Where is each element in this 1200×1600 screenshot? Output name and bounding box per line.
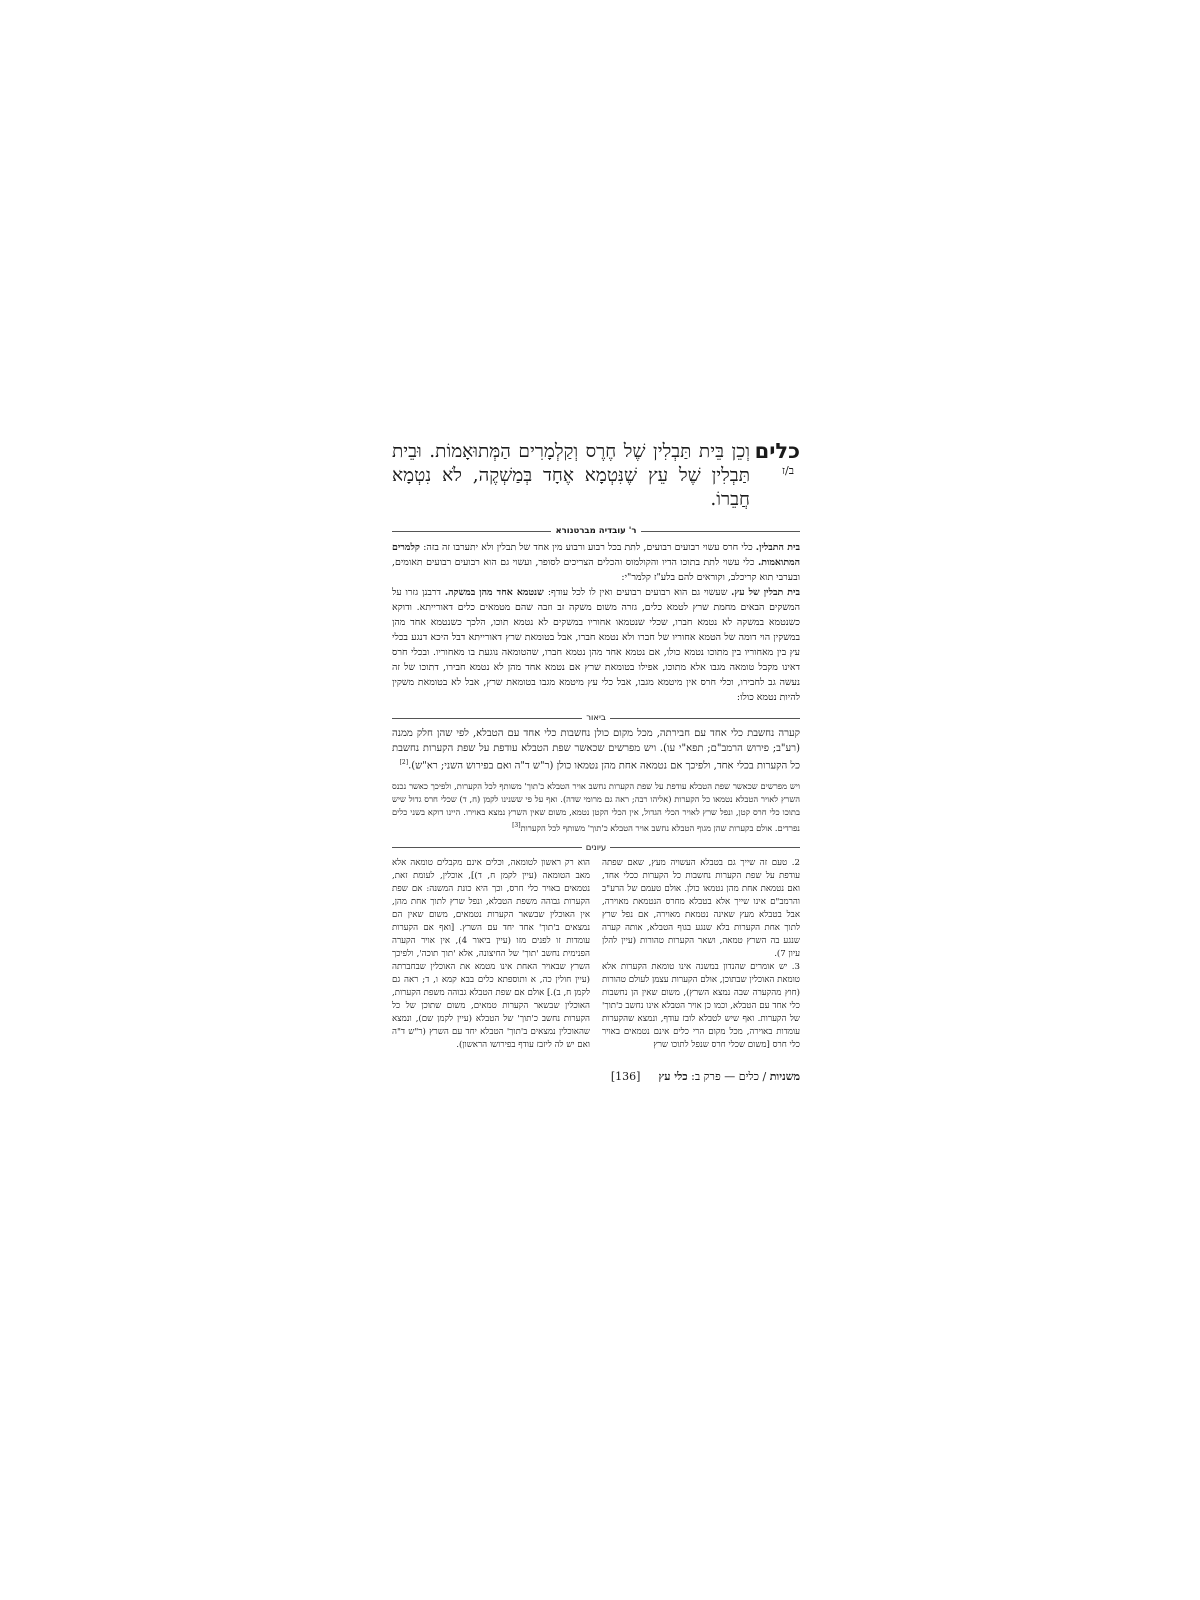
footer-title [658, 1070, 800, 1083]
iyunim-left-column [392, 857, 590, 1052]
divider [610, 847, 800, 848]
biur-header [392, 713, 800, 723]
divider [392, 847, 582, 848]
iyunim-columns [392, 857, 800, 1052]
document-page [392, 440, 800, 1083]
page-number: [136] [610, 1069, 641, 1083]
iyunim-header [392, 843, 800, 853]
bartenura-text: שעשוי גם הוא רבועים רבועים ואין לו לכל עודף: [547, 587, 732, 598]
footer-rest: כלים — פרק ב: [687, 1069, 759, 1083]
biur-note [392, 780, 800, 835]
chapter-mishnah-number: ב/ז [781, 464, 794, 477]
iyunim-label: עיונים [585, 842, 607, 853]
biur-body: קערה נחשבת כלי אחד עם חבירתה, מכל מקום כולן נחשבות כלי אחד עם הטבלא, לפי שהן חלק ממנה (רע"ב; פירוש הרמב"ם; תפא"י עו). ויש מפרשים שכאשר שפת הטבלא עודפת על שפת הקערות נחשבת כל הקערות בכלי אחד, ולפיכך אם נטמאה אחת מהן נטמאו כולן (ר"ש ד"ה ואם בפירוש השני; רא"ש). [392, 728, 800, 772]
footnote-ref: [2] [399, 759, 409, 766]
mishnah-header [392, 440, 800, 512]
biur-label: ביאור [586, 713, 606, 723]
bartenura-commentary [392, 540, 800, 705]
iyunim-right-text: 2. טעם זה שייך גם בטבלא העשויה מעץ, שאם שפתה עודפת על שפת הקערות נחשבות כל הקערות ככלי אחד, ואם נטמאת אחת מהן נטמאו כולן. אולם טעמם של הרע"ב והרמב"ם אינו שייך אלא בטבלא מחרס הנטמאת מאוירה, אבל בטבלא מעץ שאינה נטמאת מאוירה, אם נפל שרץ לתוך אחת הקערות בלא שנגע בגוף הטבלא, אותה קערה שנגע בה השרץ טמאה, ושאר הקערות טהורות (עיין להלן עיון 7). 3. יש אומרים שהנדון במשנה אינו טומאת הקערות אלא טומאת האוכלין שבתוכן, אולם הקערות עצמן לעולם טהורות (חוץ מהקערה שבה נמצא השרץ), משום שאין הן נחשבות כלי אחד עם הטבלא, וכמו כן אויר הטבלא אינו נחשב כ'תוך' של הקערות. ואף שיש לטבלא לובז עודף, ונמצא שהקערות עומדות באוירה, מכל מקום הרי כלים אינם נטמאים באויר כלי חרס [משום שכלי חרס שנפל לתוכו שרץ [602, 857, 800, 1050]
footnote-ref: [3] [512, 821, 521, 829]
iyunim-right-column [602, 857, 800, 1052]
bartenura-term: בית התבלין. [755, 542, 800, 553]
footer-sep: / [759, 1069, 770, 1083]
bartenura-text: כלי חרס עשוי רבועים רבועים, לתת בכל רבוע ורבוע מין אחד של תבלין ולא יתערבו זה בזה: [423, 542, 756, 553]
iyunim-left-text: הוא רק ראשון לטומאה, וכלים אינם מקבלים טומאה אלא מאב הטומאה (עיין לקמן ח, ד)], אוכלין, לעומת זאת, נטמאים באויר כלי חרס, וכך היא כונת המשנה: אם שפת הקערות גבוהה משפת הטבלא, ונפל שרץ לתוך אחת מהן, אין האוכלין שבשאר הקערות נטמאים, משום שאין הם נמצאים ב'תוך' אחד יחד עם השרץ. [ואף אם הקערות עומדות זו לפנים מזו (עיין ביאור 4), אין אויר הקערה הפנימית נחשב 'תוך' של החיצונה, אלא 'תוך תוכה', ולפיכך השרץ שבאויר האחת אינו מטמא את האוכלין שבחברתה (עיין חולין כה, א ותוספתא כלים בבא קמא ו, ד; ראה גם לקמן ח, ב).] אולם אם שפת הטבלא גבוהה משפת הקערות, האוכלין שבשאר הקערות טמאים, משום שתוכן של כל הקערות נחשב כ'תוך' של הטבלא (עיין לקמן שם), ונמצא שהאוכלין נמצאים ב'תוך' הטבלא יחד עם השרץ (ר"ש ד"ה ואם יש לה ליזבז עודף בפירושו הראשון). [392, 857, 590, 1050]
bartenura-header [392, 526, 800, 536]
mishnah-text: וְכֵן בֵּית תַּבְלִין שֶׁל חֶרֶס וְקַלְמָרִים הַמְּתוּאָמוֹת. וּבֵית תַּבְלִין שֶׁל עֵץ שֶׁנִּטְמָא אֶחָד בְּמַשְׁקֶה, לֹא נִטְמָא חֲבֵרוֹ. [392, 441, 750, 510]
divider [392, 718, 582, 719]
divider [641, 531, 800, 532]
bartenura-term: בית תבלין של עץ. [731, 587, 800, 598]
bartenura-label: ר' עובדיה מברטנורא [555, 526, 637, 536]
page-footer [392, 1070, 800, 1083]
bartenura-text: דרבנן גזרו על המשקים הבאים מחמת שרץ לטמא כלים, גזרה משום משקה זב וזבה שהם מטמאים כלים דאורייתא. ודוקא כשנטמא במשקה לא נטמא חברו, שכלי שנטמאו אחוריו במשקים לא נטמא תוכו, הלכך כשנטמא אחד מהן במשקין הוי דומה של הטמא אחוריו של חברו ולא נטמא חברו, אבל בטומאת שרץ דאורייתא דבל היכא דנגע בכלי עץ בין מאחוריו בין מתוכו נטמא כולו, אם נטמא אחד מהן נטמא חברו, שהטומאה נוגעת בו מאחוריו. ובכלי חרס דאינו מקבל טומאה מגבו אלא מתוכו, אפילו בטומאת שרץ אם נטמא אחד מהן לא נטמא חבירו, דתוכו של זה נעשה גב לחבירו, וכלי חרס אין מיטמא מגבו, אבל כלי עץ מיטמא מגבו בטומאת שרץ, אבל לא בטומאת משקין להיות נטמא כולו: [392, 587, 800, 703]
divider [610, 718, 800, 719]
bartenura-text: כלי עשוי לתת בתוכו הדיו והקולמוס והכלים הצריכים לסופר, ועשוי גם הוא רבועים רבועים תאומים, ובערבי תוא קריכלב, וקוראים להם בלע"ז קלמר"י: [392, 557, 800, 583]
divider [392, 531, 551, 532]
bartenura-term: שנטמא אחד מהן במשקה. [444, 587, 548, 598]
bartenura-term: קלמרים המתואמות. [392, 542, 800, 568]
biur-note-body: ויש מפרשים שכאשר שפת הטבלא עודפת על שפת הקערות נחשב אויר הטבלא כ'תוך' משותף לכל הקערות, ולפיכך כאשר נכנס השרץ לאויר הטבלא נטמאו כל הקערות (אליהו רבה; ראה גם מרומי שדה). ואף על פי ששנינו לקמן (ח, ד) שכלי חרס גדול שיש בתוכו כלי חרס קטן, ונפל שרץ לאויר הכלי הגדול, אין הכלי הקטן נטמא, משום שאין השרץ נמצא באוירו. היינו דוקא בשני כלים נפרדים. אולם בקערות שהן מגוף הטבלא נחשב אויר הטבלא כ'תוך' משותף לכל הקערות [392, 780, 800, 833]
tractate-label [750, 440, 800, 478]
biur-text [392, 727, 800, 774]
footer-series: משניות [769, 1069, 800, 1083]
footer-chapter-name: כלי עץ [658, 1069, 688, 1083]
tractate-name: כלים [754, 439, 800, 463]
